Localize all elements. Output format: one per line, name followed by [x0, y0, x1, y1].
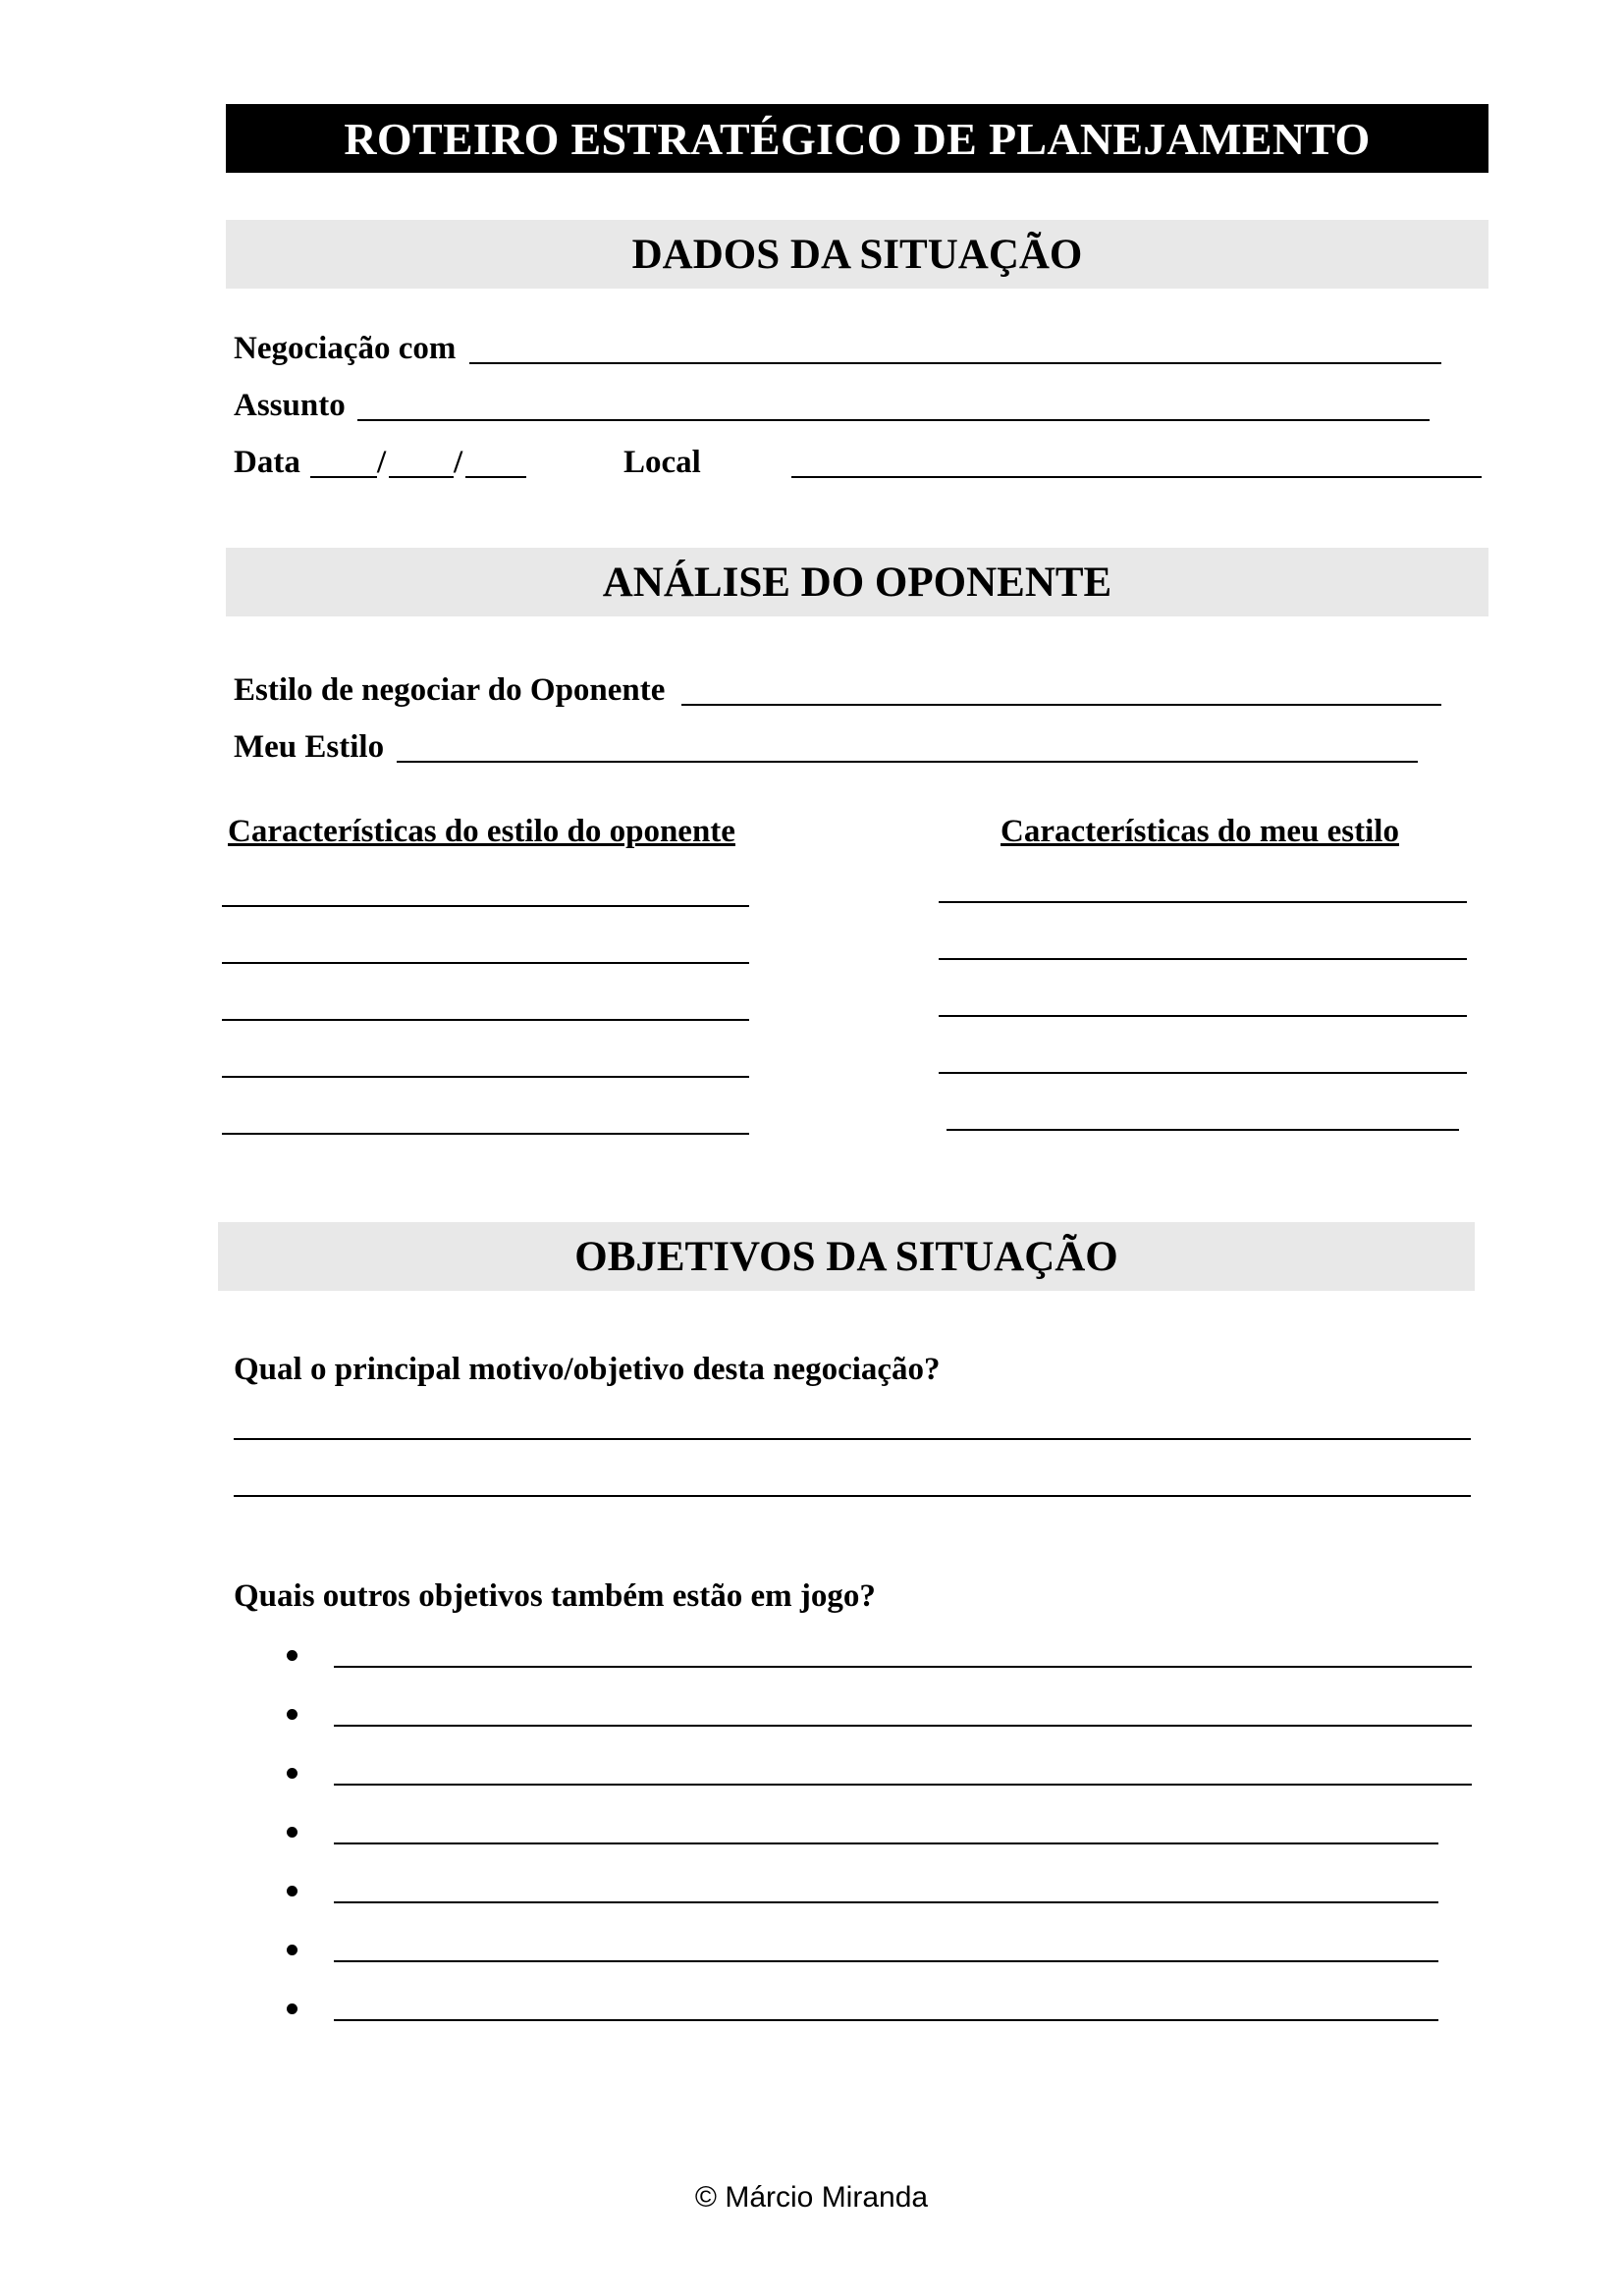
assunto-row: [234, 385, 346, 424]
negociacao-label: Negociação com: [234, 331, 457, 366]
meu-trait-line[interactable]: [939, 1015, 1467, 1017]
meu-trait-line[interactable]: [947, 1129, 1459, 1131]
oponente-trait-line[interactable]: [222, 1133, 749, 1135]
meu-trait-line[interactable]: [939, 1072, 1467, 1074]
oponente-trait-line[interactable]: [222, 1076, 749, 1078]
data-sep-2: /: [454, 445, 463, 480]
meu-trait-line[interactable]: [939, 901, 1467, 903]
estilo-oponente-label: Estilo de negociar do Oponente: [234, 672, 666, 708]
document-title: ROTEIRO ESTRATÉGICO DE PLANEJAMENTO: [226, 104, 1488, 173]
outro-objetivo-line[interactable]: [334, 1666, 1472, 1668]
question-main: Qual o principal motivo/objetivo desta negociação?: [234, 1352, 941, 1387]
outro-objetivo-line[interactable]: [334, 1725, 1472, 1727]
bullet-icon: [287, 1768, 298, 1779]
local-field[interactable]: [791, 476, 1482, 478]
bullet-icon: [287, 1827, 298, 1838]
col-right-heading: Características do meu estilo: [1001, 814, 1399, 849]
col-left-heading: Características do estilo do oponente: [228, 814, 735, 849]
outro-objetivo-line[interactable]: [334, 1960, 1438, 1962]
bullet-icon: [287, 1945, 298, 1955]
data-row: [234, 442, 300, 481]
section-heading-dados: DADOS DA SITUAÇÃO: [226, 220, 1488, 289]
data-year-field[interactable]: [465, 476, 526, 478]
local-label: Local: [623, 445, 701, 480]
oponente-trait-line[interactable]: [222, 905, 749, 907]
objetivo-principal-line[interactable]: [234, 1495, 1471, 1497]
estilo-oponente-field[interactable]: [681, 704, 1441, 706]
bullet-icon: [287, 2003, 298, 2014]
outro-objetivo-line[interactable]: [334, 1901, 1438, 1903]
negociacao-row: [234, 328, 456, 367]
copyright-footer: © Márcio Miranda: [694, 2181, 929, 2214]
outro-objetivo-line[interactable]: [334, 1842, 1438, 1844]
meu-trait-line[interactable]: [939, 958, 1467, 960]
assunto-label: Assunto: [234, 388, 346, 423]
outro-objetivo-line[interactable]: [334, 2019, 1438, 2021]
objetivo-principal-line[interactable]: [234, 1438, 1471, 1440]
bullet-icon: [287, 1709, 298, 1720]
negociacao-field[interactable]: [469, 362, 1441, 364]
bullet-icon: [287, 1886, 298, 1896]
data-month-field[interactable]: [389, 476, 454, 478]
data-label: Data: [234, 445, 300, 480]
meu-estilo-field[interactable]: [397, 761, 1418, 763]
oponente-trait-line[interactable]: [222, 1019, 749, 1021]
oponente-trait-line[interactable]: [222, 962, 749, 964]
meu-estilo-label: Meu Estilo: [234, 729, 385, 765]
data-sep-1: /: [377, 445, 387, 480]
question-others: Quais outros objetivos também estão em jogo?: [234, 1578, 876, 1614]
outro-objetivo-line[interactable]: [334, 1784, 1472, 1786]
section-heading-objetivos: OBJETIVOS DA SITUAÇÃO: [218, 1222, 1475, 1291]
section-heading-analise: ANÁLISE DO OPONENTE: [226, 548, 1488, 616]
bullet-icon: [287, 1650, 298, 1661]
data-day-field[interactable]: [310, 476, 377, 478]
assunto-field[interactable]: [357, 419, 1430, 421]
